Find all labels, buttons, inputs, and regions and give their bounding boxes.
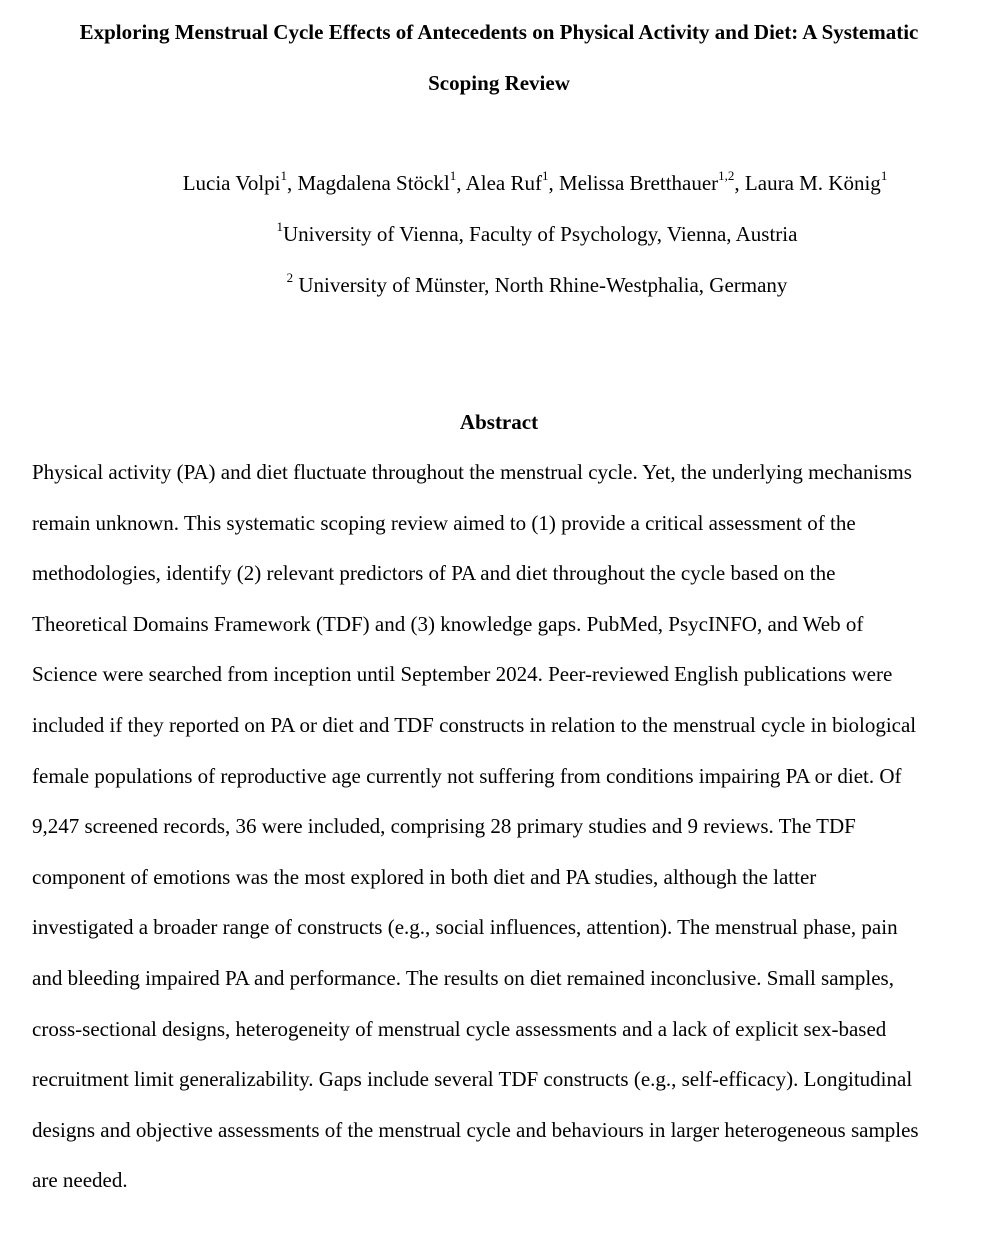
affiliation-marker: 1 bbox=[880, 168, 888, 183]
abstract-line: investigated a broader range of constructs (e.g., social influences, attention). The menstrual phase, pain bbox=[32, 915, 898, 940]
affiliation-marker: 2 bbox=[286, 270, 294, 285]
abstract-line: 9,247 screened records, 36 were included, comprising 28 primary studies and 9 reviews. The TDF bbox=[32, 814, 856, 839]
abstract-line: female populations of reproductive age currently not suffering from conditions impairing PA or diet. Of bbox=[32, 763, 902, 788]
affiliation-1 bbox=[38, 221, 998, 247]
author-name: Lucia Volpi bbox=[182, 171, 281, 195]
abstract-line: remain unknown. This systematic scoping review aimed to (1) provide a critical assessment of the bbox=[32, 510, 856, 535]
author-name: Melissa Bretthauer bbox=[558, 171, 719, 195]
author-name: Alea Ruf bbox=[465, 171, 542, 195]
author-separator: , bbox=[734, 171, 745, 195]
abstract-line: included if they reported on PA or diet and TDF constructs in relation to the menstrual cycle in biological bbox=[32, 712, 917, 737]
abstract-line: designs and objective assessments of the menstrual cycle and behaviours in larger heterogeneous samples bbox=[32, 1117, 919, 1142]
abstract-line: and bleeding impaired PA and performance. The results on diet remained inconclusive. Small samples, bbox=[32, 965, 894, 990]
author-separator: , bbox=[548, 171, 559, 195]
abstract-line: component of emotions was the most explored in both diet and PA studies, although the latter bbox=[32, 864, 817, 889]
affiliation-marker: 1 bbox=[449, 168, 457, 183]
abstract-line: Theoretical Domains Framework (TDF) and (3) knowledge gaps. PubMed, PsycINFO, and Web of bbox=[32, 611, 864, 636]
author-separator: , bbox=[287, 171, 298, 195]
author-list bbox=[36, 170, 998, 196]
author-name: Laura M. König bbox=[744, 171, 881, 195]
affiliation-marker: 1 bbox=[276, 219, 284, 234]
abstract-line: Science were searched from inception until September 2024. Peer-reviewed English publications were bbox=[32, 662, 893, 687]
affiliation-marker: 1 bbox=[280, 168, 287, 183]
abstract-body bbox=[32, 459, 972, 1218]
abstract-heading: Abstract bbox=[459, 410, 539, 434]
affiliation-marker: 1 bbox=[541, 168, 549, 183]
abstract-line: recruitment limit generalizability. Gaps include several TDF constructs (e.g., self-efficacy). Longitudinal bbox=[32, 1067, 913, 1092]
abstract-line: methodologies, identify (2) relevant predictors of PA and diet throughout the cycle based on the bbox=[32, 561, 836, 586]
abstract-line: are needed. bbox=[32, 1168, 128, 1193]
abstract-line: Physical activity (PA) and diet fluctuate throughout the menstrual cycle. Yet, the underlying mechanisms bbox=[32, 460, 912, 484]
author-separator: , bbox=[456, 171, 466, 195]
affiliation-2 bbox=[38, 272, 998, 298]
abstract-line: cross-sectional designs, heterogeneity of menstrual cycle assessments and a lack of explicit sex-based bbox=[32, 1016, 887, 1041]
paper-title-line-2: Scoping Review bbox=[428, 71, 570, 95]
affiliation-text: University of Vienna, Faculty of Psychology, Vienna, Austria bbox=[283, 222, 798, 246]
author-name: Magdalena Stöckl bbox=[297, 171, 450, 195]
affiliation-text: University of Münster, North Rhine-Westphalia, Germany bbox=[293, 273, 788, 297]
paper-title-line-1: Exploring Menstrual Cycle Effects of Antecedents on Physical Activity and Diet: A Systematic bbox=[79, 20, 919, 44]
affiliation-marker: 1,2 bbox=[718, 168, 735, 183]
